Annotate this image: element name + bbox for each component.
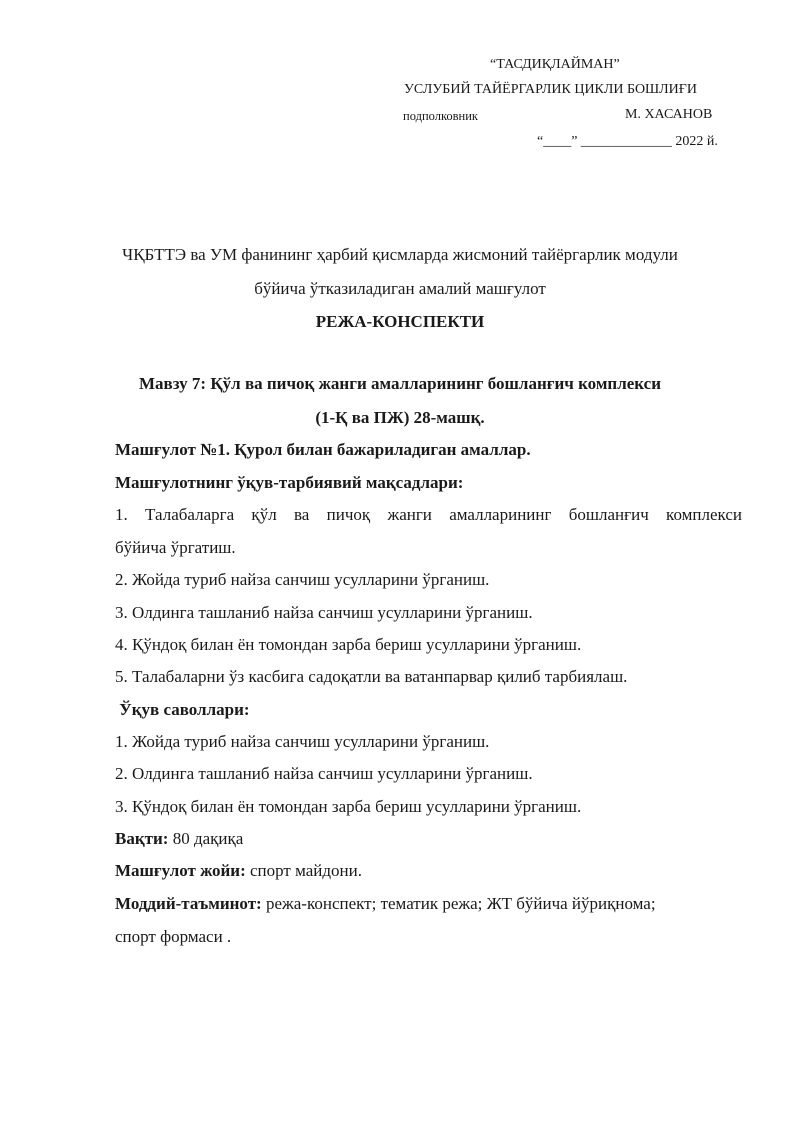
goals-heading: Машғулотнинг ўқув-тарбиявий мақсадлари:	[115, 473, 464, 492]
time-value: 80 дақиқа	[168, 829, 244, 848]
materials-row	[115, 894, 656, 914]
goal-item-1-continued: бўйича ўргатиш.	[115, 538, 236, 557]
goal-item-2: 2. Жойда туриб найза санчиш усулларини ўрганиш.	[115, 570, 490, 589]
place-row	[115, 861, 362, 881]
topic-line-1: Мавзу 7: Қўл ва пичоқ жанги амалларининг бошланғич комплекси	[138, 374, 662, 393]
approver-name: М. ХАСАНОВ	[625, 107, 713, 122]
approval-date-line: “____” _____________ 2022 й.	[537, 134, 718, 149]
topic-line-2: (1-Қ ва ПЖ) 28-машқ.	[315, 408, 485, 427]
document-title-line-1: ЧҚБТТЭ ва УМ фанининг ҳарбий қисмларда жисмоний тайёргарлик модули	[122, 245, 678, 264]
approver-rank: подполковник	[403, 109, 478, 123]
goal-item-5: 5. Талабаларни ўз касбига садоқатли ва ватанпарвар қилиб тарбиялаш.	[115, 667, 628, 686]
materials-label: Моддий-таъминот:	[115, 894, 262, 913]
place-value: спорт майдони.	[245, 861, 362, 880]
time-row	[115, 829, 243, 849]
questions-heading: Ўқув саволлари:	[115, 700, 250, 719]
question-item-3: 3. Қўндоқ билан ён томондан зарба бериш усулларини ўрганиш.	[115, 797, 582, 816]
time-label: Вақти:	[115, 829, 169, 848]
goal-item-1: 1. Талабаларга қўл ва пичоқ жанги амалларининг бошланғич комплекси	[115, 505, 742, 524]
materials-continued: спорт формаси .	[115, 927, 232, 946]
place-label: Машғулот жойи:	[115, 861, 246, 880]
document-type-heading: РЕЖА-КОНСПЕКТИ	[315, 312, 485, 331]
document-title-line-2: бўйича ўтказиладиган амалий машғулот	[254, 279, 546, 298]
lesson-heading: Машғулот №1. Қурол билан бажариладиган амаллар.	[115, 440, 531, 459]
approver-position: УСЛУБИЙ ТАЙЁРГАРЛИК ЦИКЛИ БОШЛИҒИ	[404, 82, 697, 97]
approval-stamp-text: “ТАСДИҚЛАЙМАН”	[490, 57, 620, 72]
materials-value: режа-конспект; тематик режа; ЖТ бўйича йўриқнома;	[261, 894, 656, 913]
question-item-1: 1. Жойда туриб найза санчиш усулларини ўрганиш.	[115, 732, 490, 751]
question-item-2: 2. Олдинга ташланиб найза санчиш усулларини ўрганиш.	[115, 764, 533, 783]
goal-item-4: 4. Қўндоқ билан ён томондан зарба бериш усулларини ўрганиш.	[115, 635, 582, 654]
goal-item-3: 3. Олдинга ташланиб найза санчиш усулларини ўрганиш.	[115, 603, 533, 622]
